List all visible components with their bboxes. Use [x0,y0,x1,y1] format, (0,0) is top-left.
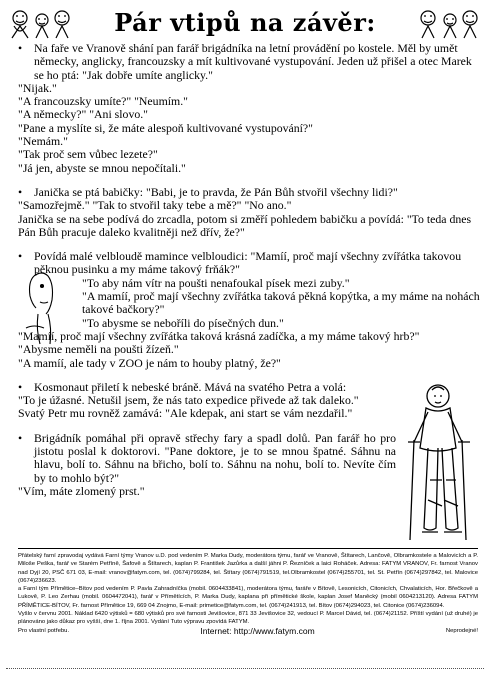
footer-paragraph: a Farní tým Přímětice–Bítov pod vedením P. Pavla Zahradníčka (mobil. 0604433841), moderátora týmu, faráře v Bítově, Lesonicích, Citonicích, Chvalaticích, Hor. Břečkově a Lukově, P. Leo Zerhau (mobil. 0604472041), farář v Přímětících, P. Marka Dudy, kaplana při přímětické škole, kaplan Josef Maněcký (mobil 0604213120). Adresa FATYM PŘÍMĚTICE-BÍTOV, Fr. farnost Přímětice 19, 669 04 Znojmo, E-mail: primetice@fatym.com, tel. (0674)241913, tel. Bítov (0674)294023, tel. Citonice (0674)236094. [18,586,478,609]
page-header [0,6,490,42]
footer-paragraph: Přátelský farní zpravodaj vydává Farní týmy Vranov u.D. pod vedením P. Marka Dudy, moderátora týmu, farář ve Vranově, Štítarech, Lančově, Olbramkostele a Malovicích a P. Miloše Peška, farář ve Starém Petříně, Šafově a Štítarech, kaplan P. František Jazůrka a další jáhni P. Řezníček a laici Roháček. Adresa: FATYM VRANOV, Fr. farnost Vranov nad Dyjí 20, PSČ 671 03, E-mail: vranov@fatym.com, tel. (0674)799284, tel. Štítary (0674)791519, tel.Olbramkostel (0674)255701, tel. St. Petřín (0674)297842, tel. Malovice (0674)236623. [18,553,478,584]
camel-head-illustration-icon [12,268,70,348]
joke-line: "To aby nám vítr na poušti nenafoukal písek mezi zuby." [82,275,350,290]
joke-paragraph: • Povídá malé velbloudě mamince velbloudici: "Mamíí, proč mají všechny zvířátka takovou pěknou pusinku a my máme takový frňák?" [18,249,462,277]
joke-line: Svatý Petr mu rovněž zamává: "Ale kdepak, ani start se vám nezdařil." [18,406,353,421]
joke-line: "Mamíí, proč mají všechny zvířátka taková krásná zadíčka, a my máme takový hrb?" [18,328,420,343]
joke-paragraph: • Kosmonaut přiletí k nebeské bráně. Mává na svatého Petra a volá: [18,379,347,394]
person-on-crutches-illustration-icon [392,380,484,546]
joke-paragraph: • Janička se ptá babičky: "Babi, je to pravda, že Pán Bůh stvořil všechny lidi?" [18,184,398,199]
publisher-footer [18,548,478,635]
joke-line: "To abysme se neboříli do písečných dun." [82,315,284,330]
bullet-icon: • [18,430,23,445]
joke-line: "Nemám." [18,134,68,149]
cartoon-figures-right-icon [414,8,484,40]
bullet-icon: • [18,379,23,394]
joke-line: "Tak proč sem vůbec lezete?" [18,147,158,162]
footer-note: Pro vlastní potřebu. [18,627,70,634]
joke-line: "Abysme neměli na poušti žízeň." [18,342,179,357]
joke-paragraph: • Na faře ve Vranově shání pan farář brigádníka na letní provádění po kostele. Měl by umět německy, anglicky, francouzsky a mít kultivované vystupování. Jeden už přišel a otec Marek se ho ptá: "Jak dobře umíte anglicky." [18,41,472,82]
joke-line: "A francouzsky umíte?" "Neumím." [18,94,188,109]
joke-item [18,250,480,370]
joke-item [18,432,396,498]
joke-line: "To je úžasné. Netušil jsem, že nás tato expedice přivede až tak daleko." [18,393,359,408]
joke-line: "Vím, máte zlomený prst." [18,483,145,498]
joke-line: "Nijak." [18,80,57,95]
bullet-icon: • [18,249,23,264]
bullet-icon: • [18,184,23,199]
website-link[interactable]: Internet: http://www.fatym.com [200,625,315,636]
joke-item [18,42,480,175]
joke-line: "A mamíí, proč mají všechny zvířátka taková pěkná kopýtka, a my máme na nohách takové bačkory?" [82,289,480,317]
joke-paragraph: • Brigádník pomáhal při opravě střechy fary a spadl dolů. Pan farář ho pro jistotu poslal k doktorovi. "Pane doktore, je to se mnou špatné. Sáhnu na hlavu, bolí to. Sáhnu na břicho, bolí to. Sáhnu na nohu, bolí to. Nevíte čím by to mohlo být?" [18,430,396,485]
joke-line: Janička se na sebe podívá do zrcadla, potom si změří pohledem babičku a povídá: "To teda dnes Pán Bůh pracuje daleko kvalitněji než dřív, že?" [18,211,472,239]
footer-bottom-row [18,627,478,635]
not-for-sale-note: Neprodejné! [445,627,478,634]
footer-paragraph: Vyšlo v červnu 2001. Náklad 6420 výtisků = 680 výtisků pro své farnosti Jevišovice, 871 33 Jevišovice 32, vedoucí P. Marcel Dávid, tel. (0674)21152. Příští vydání (už druhé) je plánováno jako důkaz pro vyšší, dne 1. října 2001. Vydání Tuto výpravu zpovídá FATYM. [18,611,478,626]
joke-line: "Samozřejmě." "Tak to stvořil taky tebe a mě?" "No ano." [18,198,292,213]
joke-item [18,381,398,421]
joke-line: "Pane a myslíte si, že máte alespoň kultivované vystupování?" [18,120,313,135]
bullet-icon: • [18,41,23,55]
joke-line: "A německy?" "Ani slovo." [18,107,149,122]
page-bottom-divider [6,668,484,669]
page-title: Pár vtipů na závěr: [114,8,376,37]
joke-line: "Já jen, abyste se mnou nepočítali." [18,160,186,175]
joke-item [18,186,480,239]
joke-line: "A mamíí, ale tady v ZOO je nám to houby platný, že?" [18,355,281,370]
